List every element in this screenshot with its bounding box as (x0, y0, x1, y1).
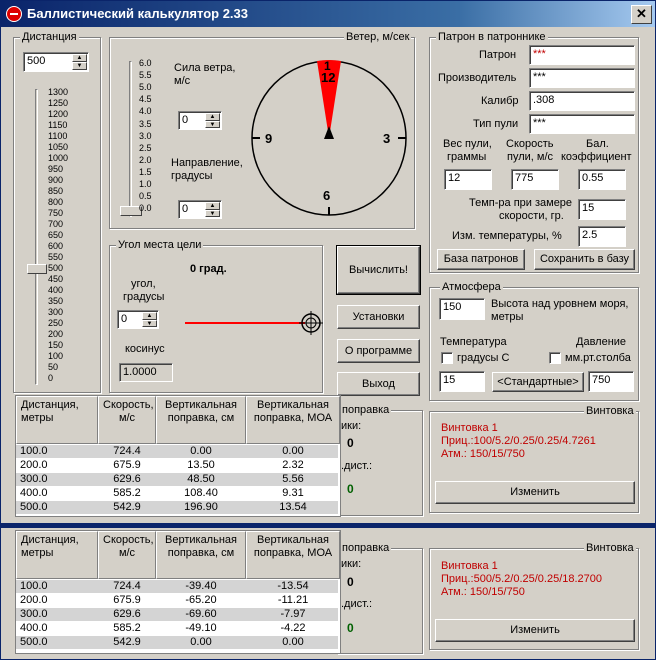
spin-up-icon[interactable]: ▲ (205, 202, 220, 210)
table-cell: 542.9 (113, 636, 141, 648)
table-row[interactable] (16, 445, 338, 458)
table-cell: -39.40 (185, 580, 217, 592)
distance-tick-label: 1050 (48, 142, 69, 152)
spin-down-icon[interactable]: ▼ (205, 210, 220, 218)
table-cell: 2.32 (282, 459, 304, 471)
distance-tick-label: 1000 (48, 153, 69, 163)
distance-tick-label: 550 (48, 252, 64, 262)
wind-tick-label: 0.0 (139, 203, 152, 214)
distance-tick-label: 1100 (48, 131, 68, 141)
table-cell: 200.0 (20, 594, 48, 606)
bullet-type-field[interactable]: *** (529, 114, 635, 134)
detail-correction-value-2: 0 (347, 621, 354, 635)
caliber-label: Калибр (481, 95, 519, 107)
cosine-value: 1.0000 (119, 363, 173, 382)
clock-number-9: 9 (265, 131, 273, 146)
wind-force-value: 0 (182, 114, 189, 126)
altitude-label: Высота над уровнем моря, (491, 298, 629, 310)
spin-down-icon[interactable]: ▼ (72, 62, 87, 70)
distance-tick-label: 800 (48, 197, 64, 207)
temperature-label: Температура (440, 336, 507, 348)
table-cell: -49.10 (185, 622, 217, 634)
speed-label: Скорость (506, 138, 554, 150)
table-cell: 108.40 (184, 487, 218, 499)
celsius-label: градусы С (457, 352, 510, 364)
wind-direction-unit: градусы (171, 170, 213, 182)
table-cell: 675.9 (113, 459, 141, 471)
col-header-speed[interactable]: Скорость, м/с (98, 396, 156, 444)
altitude-unit: метры (491, 311, 524, 323)
mmhg-checkbox[interactable] (549, 352, 561, 364)
distance-tick-label: 0 (48, 373, 54, 383)
correction-label-1: ики: (341, 420, 362, 432)
speed-unit: пули, м/с (507, 151, 554, 163)
detail-correction-label-1: ики: (341, 558, 362, 570)
rifle-scope-params: Приц.:100/5.2/0.25/0.25/4.7261 (441, 435, 596, 447)
spin-up-icon[interactable]: ▲ (72, 54, 87, 62)
title-bar[interactable] (1, 1, 655, 27)
spin-up-icon[interactable]: ▲ (142, 312, 157, 320)
distance-tick-label: 200 (48, 329, 64, 339)
wind-tick-label: 1.5 (139, 166, 152, 177)
calculate-button[interactable]: Вычислить! (337, 246, 420, 294)
clock-number-1: 1 (324, 59, 331, 73)
wind-tick-label: 4.0 (139, 106, 152, 117)
table-row[interactable] (16, 459, 338, 472)
table-cell: -4.22 (280, 622, 306, 634)
distance-tick-label: 1300 (48, 87, 69, 97)
table-cell: 196.90 (184, 501, 218, 513)
angle-spinner[interactable] (117, 310, 159, 329)
detail-window (0, 527, 656, 660)
wind-tick-label: 0.5 (139, 191, 152, 202)
bc-label: Бал. (586, 138, 609, 150)
rifle-atm-params: Атм.: 150/15/750 (441, 448, 525, 460)
table-row[interactable] (16, 608, 338, 621)
weight-unit: граммы (447, 151, 487, 163)
table-cell: -13.54 (277, 580, 309, 592)
detail-col-header-distance[interactable]: Дистанция, метры (16, 531, 98, 579)
detail-rifle-name: Винтовка 1 (441, 560, 498, 572)
angle-label: угол, (131, 278, 156, 290)
correction-label-2: .дист.: (341, 460, 373, 472)
table-cell: -65.20 (185, 594, 217, 606)
table-cell: 675.9 (113, 594, 141, 606)
table-row[interactable] (16, 501, 338, 514)
table-cell: 0.00 (282, 445, 304, 457)
distance-tick-label: 950 (48, 164, 64, 174)
spin-up-icon[interactable]: ▲ (205, 113, 220, 121)
standard-atmosphere-button[interactable]: <Стандартные> (492, 372, 584, 392)
distance-tick-label: 400 (48, 285, 64, 295)
pressure-field[interactable]: 750 (588, 371, 634, 392)
window-title: Баллистический калькулятор 2.33 (27, 6, 248, 21)
table-row[interactable] (16, 580, 338, 593)
distance-tick-label: 100 (48, 351, 64, 361)
exit-button[interactable]: Выход (337, 372, 420, 396)
patron-field[interactable]: *** (529, 45, 635, 65)
table-cell: 585.2 (113, 622, 141, 634)
wind-force-spinner[interactable] (178, 111, 222, 130)
table-cell: 48.50 (187, 473, 215, 485)
detail-correction-label-2: .дист.: (341, 598, 373, 610)
distance-tick-label: 300 (48, 307, 64, 317)
rifle-name: Винтовка 1 (441, 422, 498, 434)
wind-direction-label: Направление, (171, 157, 243, 169)
wind-tick-label: 2.0 (139, 154, 152, 165)
detail-col-header-drop-moa[interactable]: Вертикальная поправка, МОА (246, 531, 340, 579)
col-header-drop-cm[interactable]: Вертикальная поправка, см (156, 396, 246, 444)
distance-tick-label: 50 (48, 362, 59, 372)
table-cell: -7.97 (280, 608, 306, 620)
wind-legend: Ветер, м/сек (346, 31, 410, 43)
distance-spinner[interactable] (23, 52, 89, 72)
clock-number-3: 3 (383, 131, 391, 146)
table-cell: 400.0 (20, 622, 48, 634)
bullet-type-label: Тип пули (473, 118, 519, 130)
table-cell: 724.4 (113, 580, 141, 592)
wind-tick-label: 3.5 (139, 118, 152, 129)
temp-change-field[interactable]: 2.5 (578, 226, 626, 247)
clock-number-12: 12 (321, 70, 336, 85)
settings-button[interactable]: Установки (337, 305, 420, 329)
weight-label: Вес пули, (443, 138, 492, 150)
table-cell: 0.00 (282, 636, 304, 648)
wind-slider-track[interactable] (129, 61, 132, 217)
table-cell: 629.6 (113, 473, 141, 485)
temp-measure-unit: скорости, гр. (499, 210, 564, 222)
speed-field[interactable]: 775 (511, 169, 559, 190)
table-row[interactable] (16, 622, 338, 635)
distance-tick-label: 600 (48, 241, 64, 251)
distance-tick-label: 250 (48, 318, 64, 328)
table-cell: 629.6 (113, 608, 141, 620)
detail-rifle-atm-params: Атм.: 150/15/750 (441, 586, 525, 598)
angle-value: 0 (121, 313, 128, 325)
temp-measure-field[interactable]: 15 (578, 199, 626, 220)
distance-tick-label: 500 (48, 263, 64, 273)
app-icon (6, 6, 22, 22)
temp-change-label: Изм. температуры, % (452, 230, 562, 242)
rifle-change-button[interactable]: Изменить (435, 481, 635, 504)
wind-tick-label: 4.5 (139, 94, 152, 105)
detail-correction-value-1: 0 (347, 575, 354, 589)
detail-correction-legend: поправка (342, 542, 390, 554)
detail-rifle-change-button[interactable]: Изменить (435, 619, 635, 642)
table-cell: 9.31 (282, 487, 304, 499)
angle-display: 0 град. (190, 263, 227, 275)
table-cell: 500.0 (20, 636, 48, 648)
angle-legend: Угол места цели (118, 239, 202, 251)
correction-legend: поправка (342, 404, 390, 416)
wind-force-label: Сила ветра, (174, 62, 236, 74)
cartridge-db-button[interactable]: База патронов (437, 249, 525, 270)
table-cell: 100.0 (20, 580, 48, 592)
table-cell: -11.21 (277, 594, 309, 606)
wind-tick-label: 3.0 (139, 130, 152, 141)
detail-col-header-speed[interactable]: Скорость, м/с (98, 531, 156, 579)
distance-tick-label: 850 (48, 186, 64, 196)
angle-unit: градусы (123, 291, 165, 303)
atmosphere-legend: Атмосфера (442, 281, 501, 293)
wind-tick-label: 5.5 (139, 70, 152, 81)
wind-tick-label: 5.0 (139, 82, 152, 93)
table-row[interactable] (16, 594, 338, 607)
save-to-db-button[interactable]: Сохранить в базу (534, 249, 635, 270)
spin-down-icon[interactable]: ▼ (142, 320, 157, 328)
cartridge-legend: Патрон в патроннике (438, 31, 546, 43)
altitude-field[interactable]: 150 (439, 298, 485, 320)
table-cell: -69.60 (185, 608, 217, 620)
angle-visual (185, 306, 323, 338)
detail-rifle-legend: Винтовка (586, 542, 634, 554)
table-cell: 300.0 (20, 608, 48, 620)
spin-down-icon[interactable]: ▼ (205, 121, 220, 129)
col-header-drop-moa[interactable]: Вертикальная поправка, МОА (246, 396, 340, 444)
table-cell: 400.0 (20, 487, 48, 499)
clock-number-6: 6 (323, 188, 331, 203)
table-cell: 542.9 (113, 501, 141, 513)
wind-direction-value: 0 (182, 203, 189, 215)
table-cell: 5.56 (282, 473, 304, 485)
distance-tick-label: 1150 (48, 120, 68, 130)
weight-field[interactable]: 12 (444, 169, 492, 190)
results-table[interactable] (15, 395, 341, 517)
temp-measure-label: Темп-ра при замере (469, 197, 573, 209)
air-temp-field[interactable]: 15 (439, 371, 485, 392)
maker-label: Производитель (438, 72, 517, 84)
pressure-label: Давление (576, 336, 627, 348)
celsius-checkbox[interactable] (441, 352, 453, 364)
mmhg-label: мм.рт.столба (565, 352, 631, 364)
distance-tick-label: 900 (48, 175, 64, 185)
table-cell: 0.00 (190, 636, 212, 648)
correction-value-1: 0 (347, 436, 354, 450)
detail-rifle-scope-params: Приц.:500/5.2/0.25/0.25/18.2700 (441, 573, 603, 585)
table-cell: 724.4 (113, 445, 141, 457)
distance-value: 500 (27, 55, 46, 67)
about-button[interactable]: О программе (337, 339, 420, 363)
correction-value-2: 0 (347, 482, 354, 496)
table-row[interactable] (16, 473, 338, 486)
distance-tick-label: 1250 (48, 98, 69, 108)
wind-tick-label: 2.5 (139, 142, 152, 153)
maker-field[interactable]: *** (529, 68, 635, 88)
wind-tick-label: 1.0 (139, 179, 152, 189)
distance-tick-label: 1200 (48, 109, 69, 119)
close-button[interactable]: ✕ (631, 5, 652, 24)
table-cell: 300.0 (20, 473, 48, 485)
distance-legend: Дистанция (22, 31, 77, 43)
detail-col-header-drop-cm[interactable]: Вертикальная поправка, см (156, 531, 246, 579)
distance-tick-label: 750 (48, 208, 64, 218)
table-cell: 13.50 (187, 459, 215, 471)
cosine-label: косинус (125, 343, 165, 355)
wind-direction-spinner[interactable] (178, 200, 222, 219)
bc-unit: коэффициент (561, 151, 632, 163)
wind-tick-label: 6.0 (139, 58, 152, 68)
table-cell: 500.0 (20, 501, 48, 513)
distance-slider-track[interactable] (35, 89, 38, 385)
detail-results-table[interactable] (15, 530, 341, 654)
table-row[interactable] (16, 487, 338, 500)
table-cell: 100.0 (20, 445, 48, 457)
table-row[interactable] (16, 636, 338, 649)
patron-label: Патрон (479, 49, 517, 61)
table-cell: 0.00 (190, 445, 212, 457)
table-cell: 200.0 (20, 459, 48, 471)
rifle-legend: Винтовка (586, 405, 634, 417)
distance-tick-label: 450 (48, 274, 64, 284)
distance-tick-label: 700 (48, 219, 64, 229)
bc-field[interactable]: 0.55 (578, 169, 626, 190)
distance-tick-label: 650 (48, 230, 64, 240)
distance-tick-label: 150 (48, 340, 64, 350)
caliber-field[interactable]: .308 (529, 91, 635, 111)
table-cell: 13.54 (279, 501, 307, 513)
wind-force-unit: м/с (174, 75, 191, 87)
distance-slider-thumb[interactable] (27, 264, 47, 274)
col-header-distance[interactable]: Дистанция, метры (16, 396, 98, 444)
table-cell: 585.2 (113, 487, 141, 499)
distance-tick-label: 350 (48, 296, 64, 306)
